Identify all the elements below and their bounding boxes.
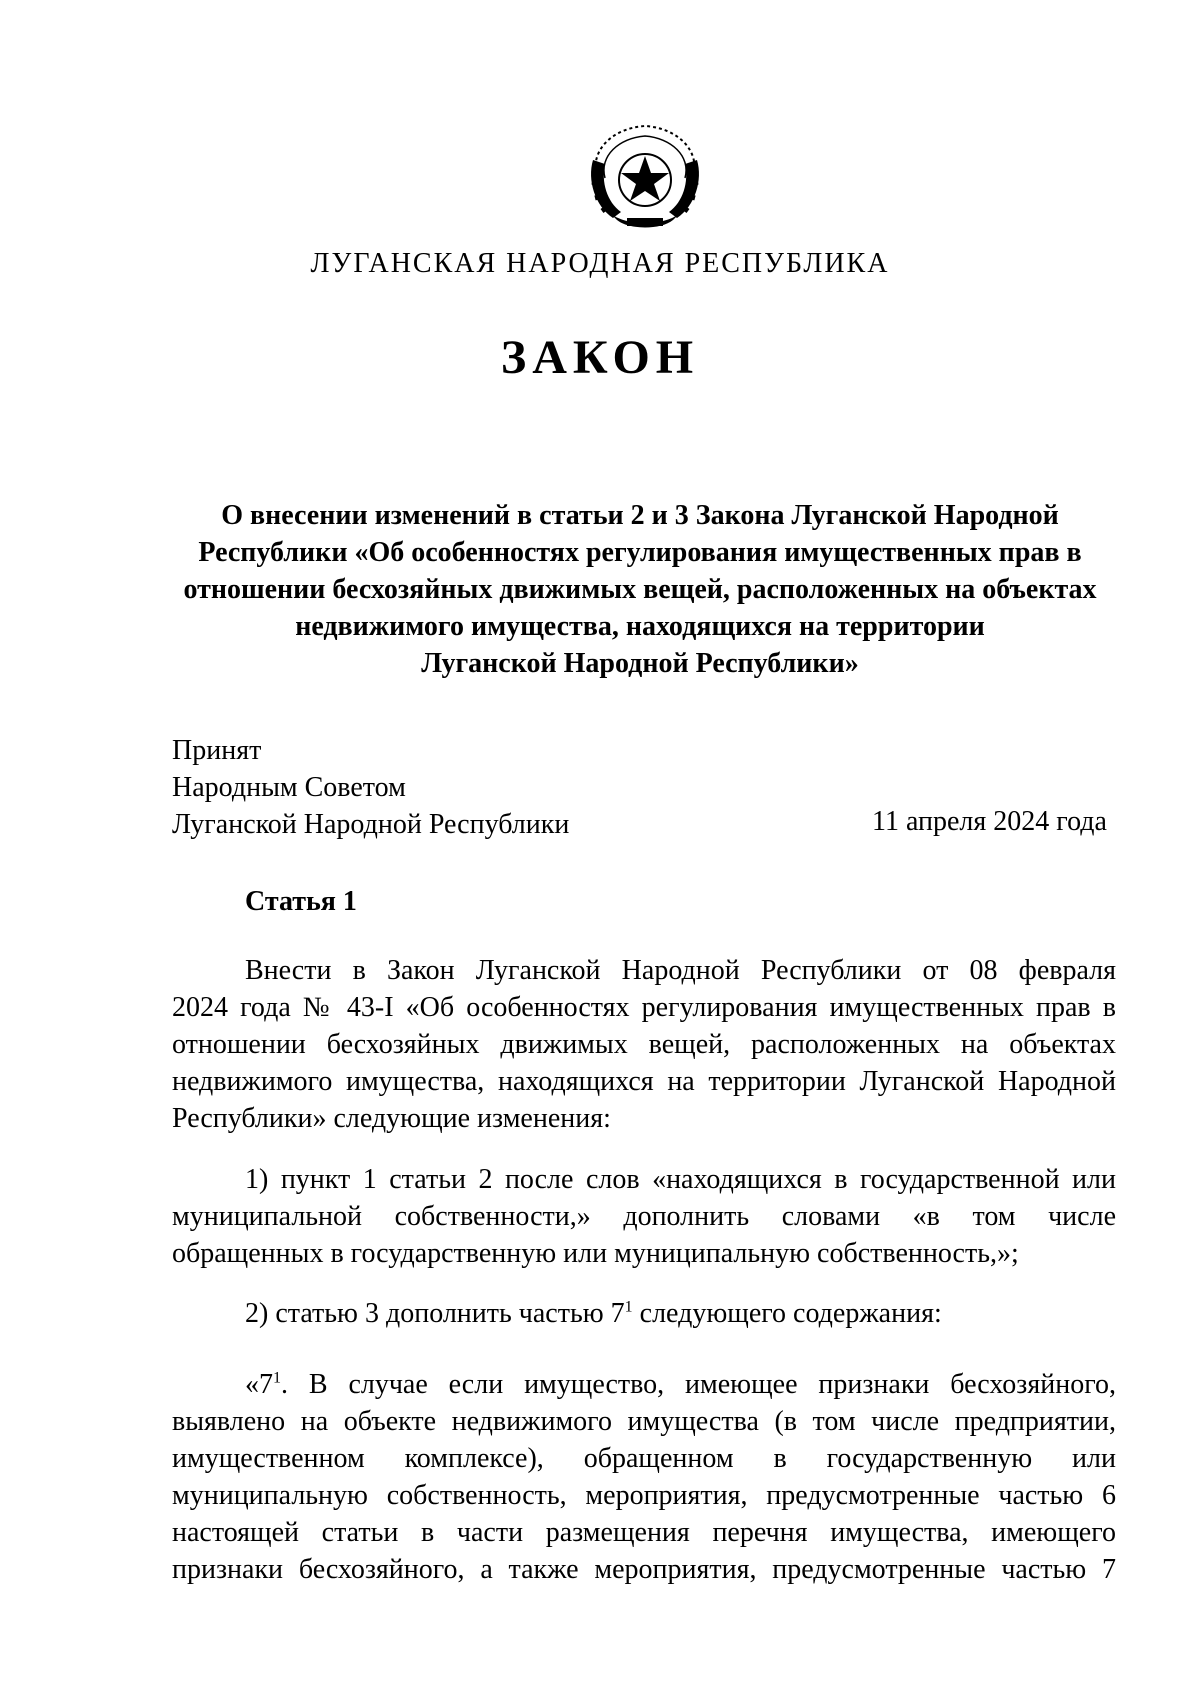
- text-line: Внести в Закон Луганской Народной Республики от 08 февраля: [245, 955, 1116, 986]
- text-line: признаки бесхозяйного, а также мероприятия, предусмотренные частью 7: [172, 1554, 1116, 1585]
- text-line: Республики» следующие изменения:: [172, 1103, 611, 1134]
- state-emblem-icon: [583, 120, 707, 234]
- subject-line: отношении бесхозяйных движимых вещей, расположенных на объектах: [183, 574, 1097, 605]
- text-line: обращенных в государственную или муниципальную собственность,»;: [172, 1238, 1019, 1269]
- adoption-line: Народным Советом: [172, 772, 406, 803]
- subject-line: О внесении изменений в статьи 2 и 3 Закона Луганской Народной: [221, 500, 1059, 531]
- adoption-line: Луганской Народной Республики: [172, 809, 570, 840]
- amendment-item-2: [172, 1295, 1116, 1332]
- republic-name: ЛУГАНСКАЯ НАРОДНАЯ РЕСПУБЛИКА: [310, 248, 890, 279]
- subject-line: недвижимого имущества, находящихся на территории: [295, 611, 985, 642]
- adoption-date: 11 апреля 2024 года: [872, 806, 1107, 837]
- article-intro-paragraph: [172, 952, 1116, 1137]
- document-type-title: ЗАКОН: [500, 331, 700, 384]
- text-line: муниципальной собственности,» дополнить словами «в том числе: [172, 1201, 1116, 1232]
- text-line: муниципальную собственность, мероприятия, предусмотренные частью 6: [172, 1480, 1116, 1511]
- text-line: 1) пункт 1 статьи 2 после слов «находящихся в государственной или: [245, 1164, 1116, 1195]
- text-line: 2024 года № 43-I «Об особенностях регулирования имущественных прав в: [172, 992, 1116, 1023]
- amendment-item-1: [172, 1161, 1116, 1272]
- quoted-part-7-1: [172, 1366, 1116, 1588]
- text-line: отношении бесхозяйных движимых вещей, расположенных на объектах: [172, 1029, 1116, 1060]
- text-line: «$7^1$. В случае если имущество, имеющее признаки бесхозяйного,: [245, 1369, 1116, 1400]
- text-line: 2) статью 3 дополнить частью $7^1$ следующего содержания:: [245, 1298, 942, 1329]
- adoption-block: [172, 732, 569, 843]
- text-line: настоящей статьи в части размещения перечня имущества, имеющего: [172, 1517, 1116, 1548]
- law-subject-heading: [160, 497, 1120, 682]
- subject-line: Республики «Об особенностях регулирования имущественных прав в: [198, 537, 1082, 568]
- subject-line: Луганской Народной Республики»: [421, 648, 859, 679]
- text-line: имущественном комплексе), обращенном в государственную или: [172, 1443, 1116, 1474]
- adoption-line: Принят: [172, 735, 262, 766]
- text-line: недвижимого имущества, находящихся на территории Луганской Народной: [172, 1066, 1116, 1097]
- article-heading: Статья 1: [245, 886, 357, 917]
- text-line: выявлено на объекте недвижимого имущества (в том числе предприятии,: [172, 1406, 1116, 1437]
